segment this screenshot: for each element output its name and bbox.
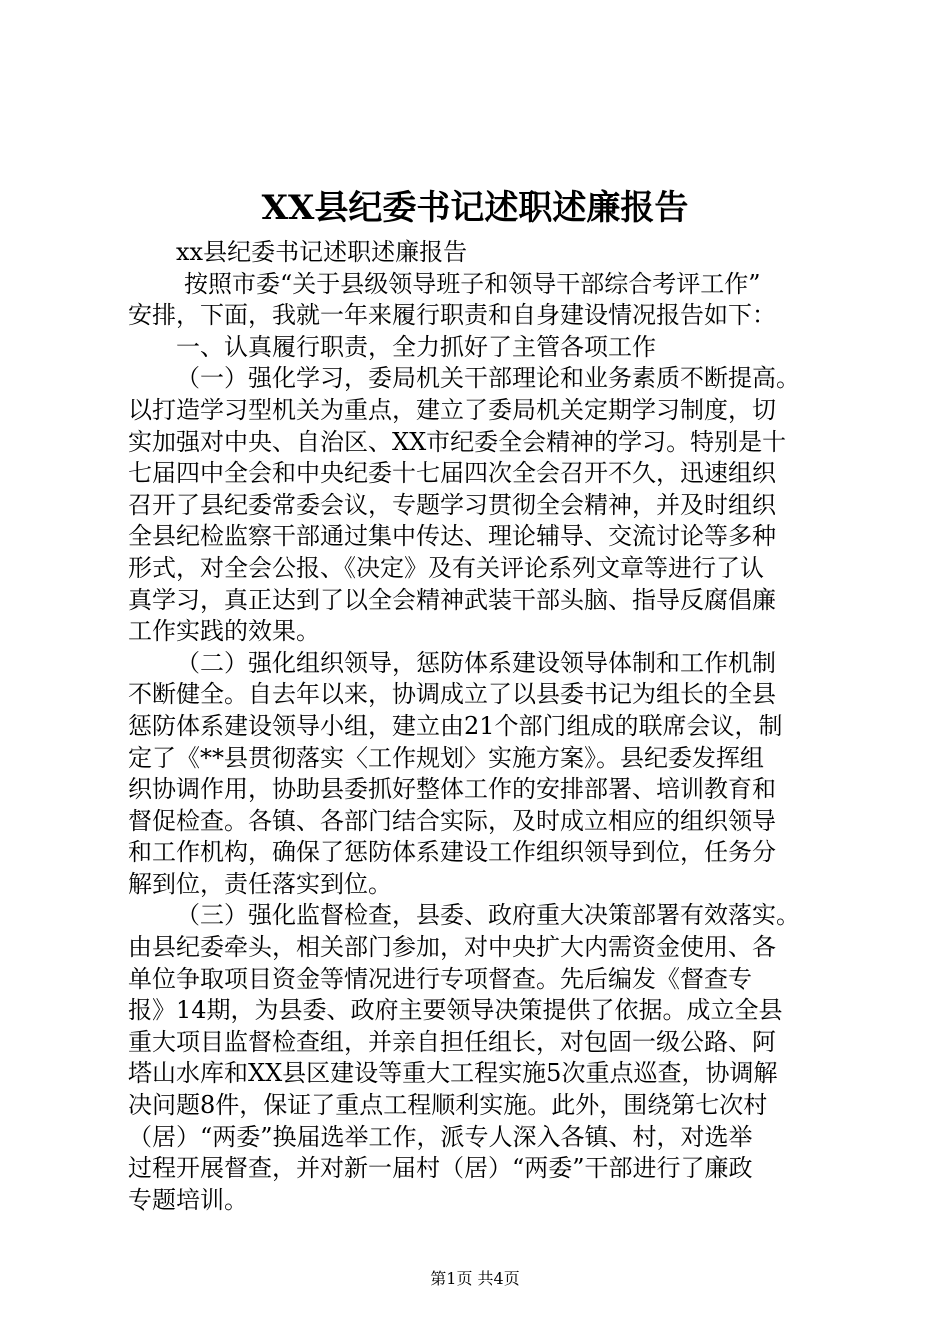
body-text-line: 以打造学习型机关为重点，建立了委局机关定期学习制度，切	[128, 395, 776, 424]
body-text-line: 报》14期，为县委、政府主要领导决策提供了依据。成立全县	[128, 996, 783, 1025]
body-text-line: 重大项目监督检查组，并亲自担任组长，对包固一级公路、阿	[128, 1027, 776, 1056]
body-text-line: 安排，下面，我就一年来履行职责和自身建设情况报告如下：	[128, 301, 776, 330]
body-text-line: 专题培训。	[128, 1185, 248, 1214]
body-text-line: 不断健全。自去年以来，协调成立了以县委书记为组长的全县	[128, 680, 776, 709]
body-text-line: （三）强化监督检查，县委、政府重大决策部署有效落实。	[176, 901, 800, 930]
body-text-line: 织协调作用，协助县委抓好整体工作的安排部署、培训教育和	[128, 775, 776, 804]
body-text-line: 按照市委“关于县级领导班子和领导干部综合考评工作”	[184, 269, 761, 298]
document-title: XX县纪委书记述职述廉报告	[261, 188, 689, 228]
body-text-line: 督促检查。各镇、各部门结合实际，及时成立相应的组织领导	[128, 806, 776, 835]
body-text-line: 工作实践的效果。	[128, 617, 320, 646]
body-text-line: 召开了县纪委常委会议，专题学习贯彻全会精神，并及时组织	[128, 490, 776, 519]
body-text-line: （二）强化组织领导，惩防体系建设领导体制和工作机制	[176, 648, 776, 677]
body-text-line: 七届四中全会和中央纪委十七届四次全会召开不久，迅速组织	[128, 459, 776, 488]
body-text-line: 由县纪委牵头，相关部门参加，对中央扩大内需资金使用、各	[128, 933, 776, 962]
body-text-line: 和工作机构，确保了惩防体系建设工作组织领导到位，任务分	[128, 838, 776, 867]
body-text-line: 解到位，责任落实到位。	[128, 869, 392, 898]
body-text-line: xx县纪委书记述职述廉报告	[176, 238, 468, 266]
body-text-line: 形式，对全会公报、《决定》及有关评论系列文章等进行了认	[128, 553, 764, 582]
body-text-line: 单位争取项目资金等情况进行专项督查。先后编发《督查专	[128, 964, 752, 993]
document-body	[128, 237, 852, 1216]
body-text-line: （一）强化学习，委局机关干部理论和业务素质不断提高。	[176, 364, 800, 393]
body-text-line: 过程开展督查，并对新一届村（居）“两委”干部进行了廉政	[128, 1154, 753, 1183]
body-text-line: 实加强对中央、自治区、XX市纪委全会精神的学习。特别是十	[128, 427, 787, 456]
body-text-line: 惩防体系建设领导小组，建立由21个部门组成的联席会议，制	[128, 711, 783, 740]
page-footer: 第1页 共4页	[430, 1269, 520, 1288]
body-text-line: 定了《**县贯彻落实〈工作规划〉实施方案》。县纪委发挥组	[128, 743, 764, 772]
body-text-line: 真学习，真正达到了以全会精神武装干部头脑、指导反腐倡廉	[128, 585, 776, 614]
body-text-line: 决问题8件，保证了重点工程顺利实施。此外，围绕第七次村	[128, 1091, 768, 1120]
body-text-line: （居）“两委”换届选举工作，派专人深入各镇、村，对选举	[128, 1122, 753, 1151]
body-text-line: 塔山水库和XX县区建设等重大工程实施5次重点巡查，协调解	[128, 1059, 778, 1088]
body-text-line: 全县纪检监察干部通过集中传达、理论辅导、交流讨论等多种	[128, 522, 776, 551]
body-text-line: 一、认真履行职责，全力抓好了主管各项工作	[176, 332, 656, 361]
